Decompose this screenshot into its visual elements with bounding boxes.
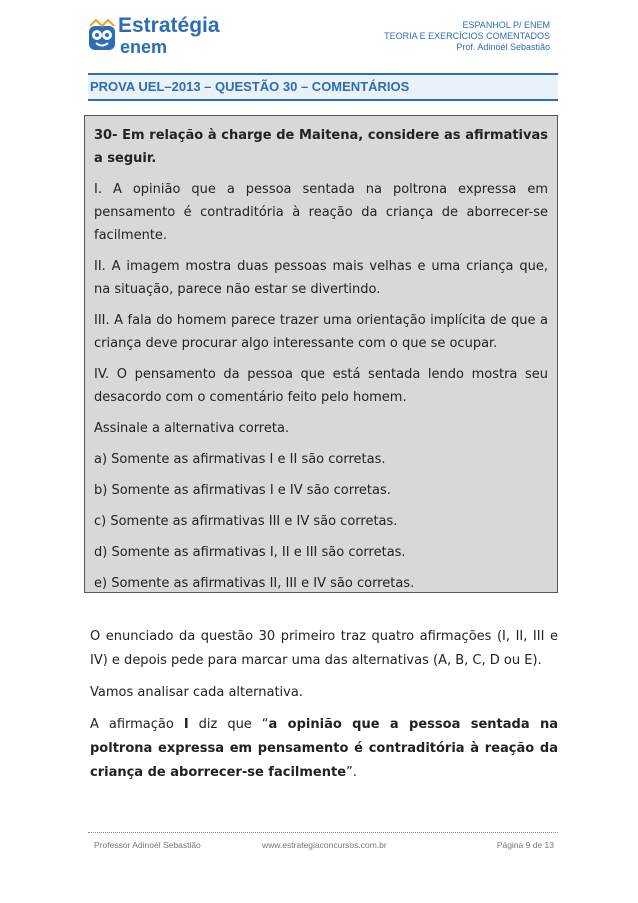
footer-divider (88, 832, 558, 833)
footer-page: Página 9 de 13 (496, 840, 554, 850)
p3-roman: I (183, 717, 189, 732)
p3-pre: A afirmação (90, 717, 184, 732)
footer-author: Professor Adinoél Sebastião (94, 840, 201, 850)
p3-quote: a opinião que a pessoa sentada na poltrona expressa em pensamento é contraditória à reação da criança de aborrecer-se facilmente (90, 717, 558, 780)
option-c: c) Somente as afirmativas III e IV são corretas. (94, 514, 398, 529)
option-a: a) Somente as afirmativas I e II são corretas. (94, 452, 386, 467)
question-box (84, 115, 558, 593)
commentary-paragraph-1: O enunciado da questão 30 primeiro traz quatro afirmações (I, II, III e IV) e depois pede para marcar uma das alternativas (A, B, C, D ou E). (90, 629, 558, 668)
p3-end: ”. (346, 765, 357, 780)
commentary-paragraph-2: Vamos analisar cada alternativa. (90, 685, 303, 700)
commentary-paragraph-3 (90, 713, 558, 785)
option-b: b) Somente as afirmativas I e IV são corretas. (94, 483, 391, 498)
owl-logo-icon (88, 14, 118, 58)
brand-logo (118, 14, 220, 56)
statement-iii: III. A fala do homem parece trazer uma orientação implícita de que a criança deve procurar algo interessante com o que se ocupar. (94, 313, 548, 351)
section-title: PROVA UEL–2013 – QUESTÃO 30 – COMENTÁRIOS (90, 79, 410, 94)
footer-site: www.estrategiaconcursos.com.br (262, 840, 387, 850)
statement-ii: II. A imagem mostra duas pessoas mais velhas e uma criança que, na situação, parece não estar se divertindo. (94, 259, 548, 297)
option-d: d) Somente as afirmativas I, II e III são corretas. (94, 545, 406, 560)
instruction: Assinale a alternativa correta. (94, 421, 290, 436)
section-title-bar (88, 73, 558, 101)
header-info (384, 20, 550, 53)
statement-iv: IV. O pensamento da pessoa que está sentada lendo mostra seu desacordo com o comentário feito pelo homem. (94, 367, 548, 405)
logo-bottom-text: enem (120, 37, 168, 57)
p3-mid: diz que “ (188, 717, 269, 732)
question-title: 30- Em relação à charge de Maitena, considere as afirmativas a seguir. (94, 128, 548, 166)
statement-i: I. A opinião que a pessoa sentada na poltrona expressa em pensamento é contraditória à reação da criança de aborrecer-se facilmente. (94, 182, 548, 243)
option-e: e) Somente as afirmativas II, III e IV são corretas. (94, 576, 415, 591)
page-header (88, 14, 550, 64)
course-subtitle: TEORIA E EXERCÍCIOS COMENTADOS (384, 31, 550, 41)
course-name: ESPANHOL P/ ENEM (462, 20, 550, 30)
commentary (90, 625, 558, 793)
logo-top-text: Estratégia (118, 14, 220, 37)
professor-name: Prof. Adinoél Sebastião (456, 42, 550, 52)
